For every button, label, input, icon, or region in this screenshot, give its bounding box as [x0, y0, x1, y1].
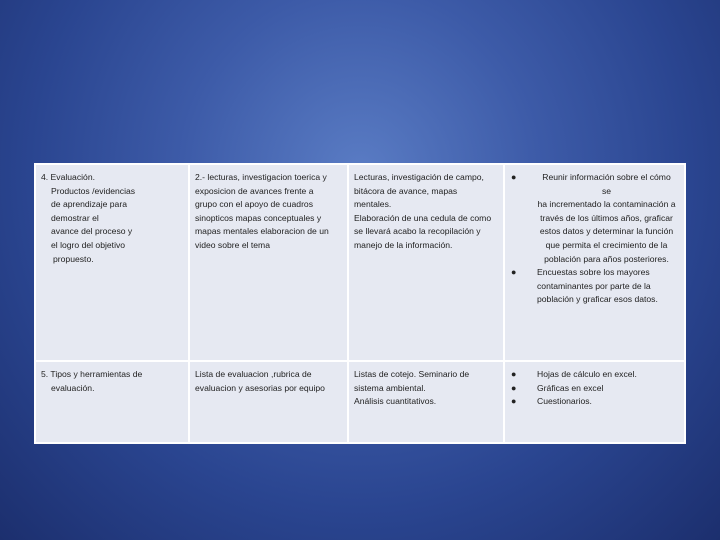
evaluation-table	[34, 163, 686, 444]
list-item	[507, 395, 676, 409]
cell-line: el logro del objetivo	[51, 239, 126, 250]
cell-line: población para años posteriores.	[544, 253, 669, 264]
bullet-icon: ●	[511, 369, 517, 379]
list-item	[507, 171, 676, 266]
cell-line: ha incrementado la contaminación a	[537, 199, 676, 210]
cell-line: sinopticos mapas conceptuales y	[195, 212, 322, 223]
bullet-list	[507, 171, 676, 307]
cell-line: propuesto.	[53, 253, 94, 264]
cell-line: Elaboración de una cedula de como	[354, 212, 492, 223]
cell-line: mentales.	[354, 199, 392, 210]
cell-line: Cuestionarios.	[537, 396, 592, 407]
cell-line: que permita el crecimiento de la	[545, 239, 668, 250]
list-item	[507, 266, 676, 307]
cell-line: Hojas de cálculo en excel.	[537, 369, 637, 379]
cell-line: manejo de la información.	[354, 239, 453, 250]
cell-line: 2.- lecturas, investigacion toerica y	[195, 172, 327, 182]
table-cell-tools-label	[36, 362, 188, 442]
cell-line: Gráficas en excel	[537, 382, 604, 393]
table-cell-activities	[190, 165, 347, 360]
cell-line: Reunir información sobre el cómo se	[542, 172, 671, 196]
content-table-wrapper	[34, 163, 686, 444]
cell-line: 5. Tipos y herramientas de	[41, 369, 143, 379]
cell-line: grupo con el apoyo de cuadros	[195, 199, 314, 210]
cell-line: sistema ambiental.	[354, 382, 426, 393]
cell-line: bitácora de avance, mapas	[354, 185, 458, 196]
cell-line: estos datos y determinar la función	[539, 226, 674, 237]
table-cell-tools	[505, 362, 684, 442]
table-cell-instruments	[190, 362, 347, 442]
bullet-list	[507, 368, 676, 409]
cell-line: 4. Evaluación.	[41, 172, 95, 182]
cell-line: exposicion de avances frente a	[195, 185, 314, 196]
cell-line: contaminantes por parte de la	[537, 280, 651, 291]
cell-line: mapas mentales elaboracion de un	[195, 226, 329, 237]
table-cell-evaluation-label	[36, 165, 188, 360]
table-cell-checklists	[349, 362, 503, 442]
cell-line: Análisis cuantitativos.	[354, 396, 437, 407]
cell-line: Listas de cotejo. Seminario de	[354, 369, 470, 379]
cell-line: evaluacion y asesorias por equipo	[195, 382, 325, 393]
cell-line: Productos /evidencias	[51, 185, 136, 196]
cell-line: Encuestas sobre los mayores	[537, 267, 650, 278]
cell-line: Lecturas, investigación de campo,	[354, 172, 484, 182]
cell-line: través de los últimos años, graficar	[540, 212, 673, 223]
cell-line: población y graficar esos datos.	[537, 294, 658, 305]
bullet-icon: ●	[511, 172, 517, 182]
cell-line: de aprendizaje para	[51, 199, 127, 210]
table-cell-evidence	[349, 165, 503, 360]
bullet-icon: ●	[511, 396, 517, 407]
cell-line: avance del proceso y	[51, 226, 133, 237]
table-cell-products	[505, 165, 684, 360]
cell-line: se llevará acabo la recopilación y	[354, 226, 481, 237]
cell-line: demostrar el	[51, 212, 99, 223]
list-item	[507, 368, 676, 382]
list-item	[507, 382, 676, 396]
table-row	[36, 165, 684, 360]
cell-line: video sobre el tema	[195, 239, 270, 250]
cell-line: evaluación.	[51, 382, 95, 393]
table-row	[36, 362, 684, 442]
bullet-icon: ●	[511, 382, 517, 393]
bullet-icon: ●	[511, 267, 517, 278]
cell-line: Lista de evaluacion ,rubrica de	[195, 369, 312, 379]
